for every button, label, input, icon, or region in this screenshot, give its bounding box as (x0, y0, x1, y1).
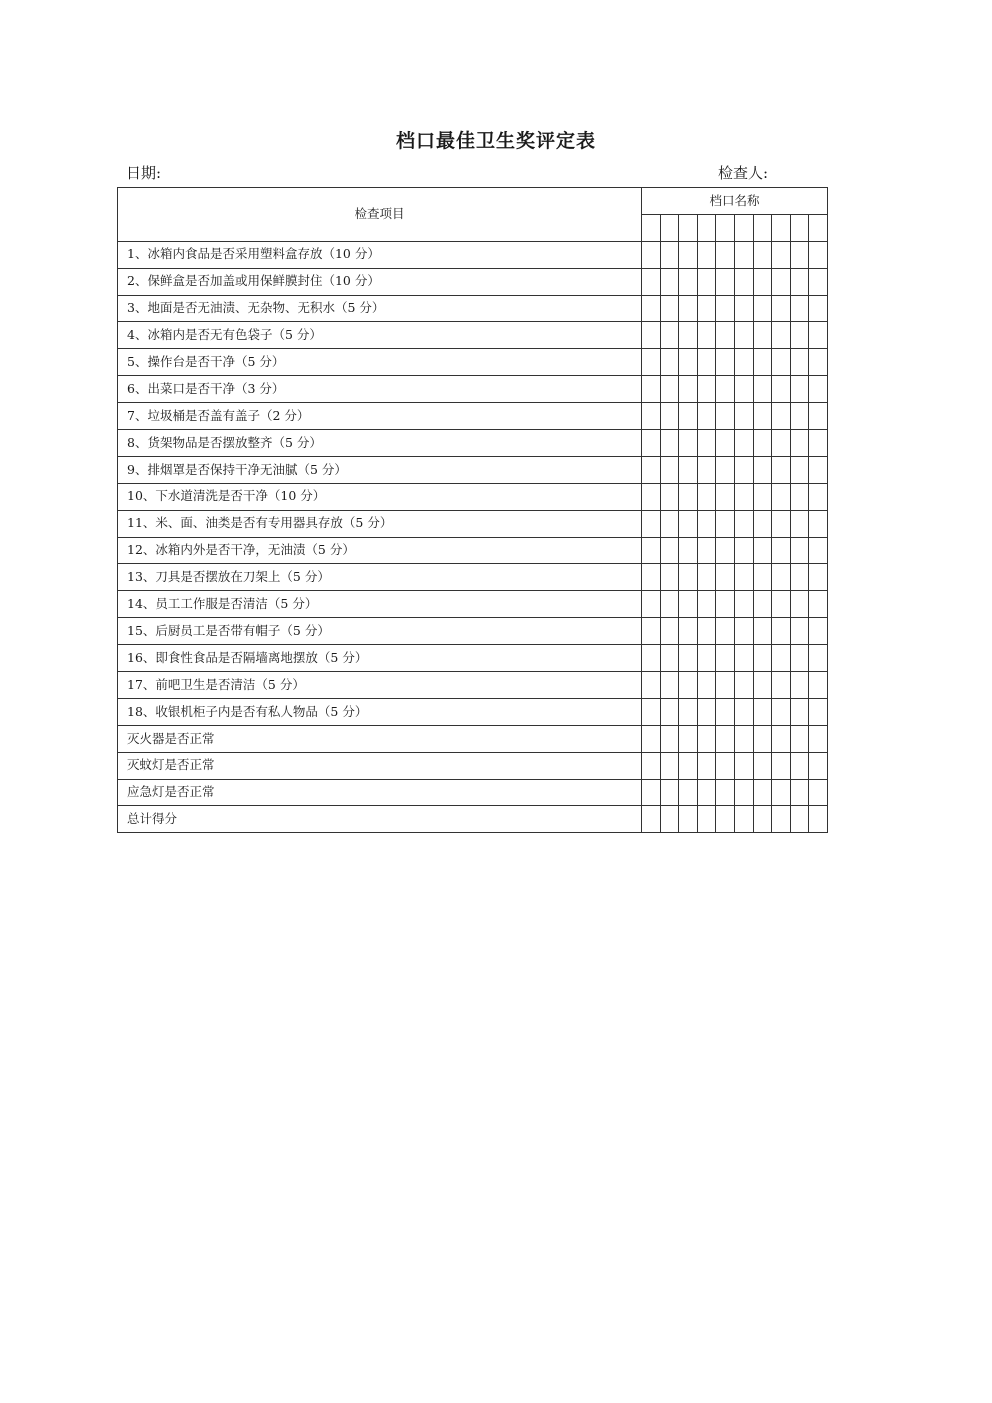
score-cell[interactable] (660, 430, 679, 457)
score-cell[interactable] (697, 591, 716, 618)
score-cell[interactable] (753, 806, 772, 833)
stall-name-cell[interactable] (679, 214, 698, 241)
score-cell[interactable] (716, 698, 735, 725)
score-cell[interactable] (790, 698, 809, 725)
score-cell[interactable] (809, 295, 828, 322)
score-cell[interactable] (772, 806, 791, 833)
score-cell[interactable] (642, 564, 661, 591)
score-cell[interactable] (716, 268, 735, 295)
table-row (118, 645, 828, 672)
score-cell[interactable] (772, 591, 791, 618)
score-cell[interactable] (716, 510, 735, 537)
score-cell[interactable] (734, 725, 753, 752)
score-cell[interactable] (790, 725, 809, 752)
check-item-label: 13、刀具是否摆放在刀架上（5 分） (118, 564, 642, 591)
score-cell[interactable] (716, 295, 735, 322)
table-row (118, 779, 828, 806)
score-cell[interactable] (660, 698, 679, 725)
score-cell[interactable] (790, 376, 809, 403)
table-row (118, 241, 828, 268)
table-row (118, 752, 828, 779)
score-cell[interactable] (772, 241, 791, 268)
score-cell[interactable] (716, 483, 735, 510)
score-cell[interactable] (679, 349, 698, 376)
check-item-label: 8、货架物品是否摆放整齐（5 分） (118, 430, 642, 457)
stall-name-cell[interactable] (734, 214, 753, 241)
check-item-label: 6、出菜口是否干净（3 分） (118, 376, 642, 403)
score-cell[interactable] (772, 510, 791, 537)
score-cell[interactable] (697, 806, 716, 833)
score-cell[interactable] (660, 564, 679, 591)
score-cell[interactable] (790, 430, 809, 457)
score-cell[interactable] (679, 510, 698, 537)
score-cell[interactable] (809, 510, 828, 537)
score-cell[interactable] (679, 537, 698, 564)
score-cell[interactable] (660, 510, 679, 537)
score-cell[interactable] (660, 268, 679, 295)
score-cell[interactable] (734, 672, 753, 699)
score-cell[interactable] (772, 430, 791, 457)
table-row (118, 672, 828, 699)
score-cell[interactable] (790, 241, 809, 268)
score-cell[interactable] (734, 564, 753, 591)
score-cell[interactable] (734, 537, 753, 564)
score-cell[interactable] (697, 645, 716, 672)
score-cell[interactable] (753, 779, 772, 806)
stall-name-cell[interactable] (809, 214, 828, 241)
score-cell[interactable] (790, 618, 809, 645)
check-item-label: 7、垃圾桶是否盖有盖子（2 分） (118, 403, 642, 430)
score-cell[interactable] (753, 403, 772, 430)
score-cell[interactable] (772, 483, 791, 510)
score-cell[interactable] (734, 403, 753, 430)
score-cell[interactable] (660, 752, 679, 779)
table-row (118, 510, 828, 537)
stall-name-cell[interactable] (716, 214, 735, 241)
score-cell[interactable] (716, 618, 735, 645)
score-cell[interactable] (790, 591, 809, 618)
score-cell[interactable] (697, 295, 716, 322)
score-cell[interactable] (716, 645, 735, 672)
score-cell[interactable] (753, 537, 772, 564)
score-cell[interactable] (679, 295, 698, 322)
score-cell[interactable] (660, 591, 679, 618)
score-cell[interactable] (809, 725, 828, 752)
score-cell[interactable] (772, 268, 791, 295)
table-row (118, 725, 828, 752)
score-cell[interactable] (753, 456, 772, 483)
score-cell[interactable] (679, 618, 698, 645)
score-cell[interactable] (716, 806, 735, 833)
score-cell[interactable] (716, 376, 735, 403)
check-item-label: 灭蚊灯是否正常 (118, 752, 642, 779)
score-cell[interactable] (753, 295, 772, 322)
score-cell[interactable] (772, 537, 791, 564)
check-item-label: 应急灯是否正常 (118, 779, 642, 806)
score-cell[interactable] (679, 483, 698, 510)
score-cell[interactable] (734, 483, 753, 510)
score-cell[interactable] (642, 241, 661, 268)
score-cell[interactable] (772, 672, 791, 699)
table-row (118, 403, 828, 430)
score-cell[interactable] (642, 483, 661, 510)
table-row (118, 483, 828, 510)
score-cell[interactable] (642, 591, 661, 618)
score-cell[interactable] (772, 403, 791, 430)
check-item-label: 灭火器是否正常 (118, 725, 642, 752)
score-cell[interactable] (809, 591, 828, 618)
score-cell[interactable] (697, 752, 716, 779)
score-cell[interactable] (642, 645, 661, 672)
score-cell[interactable] (642, 403, 661, 430)
score-cell[interactable] (697, 268, 716, 295)
score-cell[interactable] (809, 645, 828, 672)
score-cell[interactable] (642, 672, 661, 699)
score-cell[interactable] (809, 564, 828, 591)
score-cell[interactable] (697, 349, 716, 376)
score-cell[interactable] (679, 591, 698, 618)
score-cell[interactable] (660, 618, 679, 645)
score-cell[interactable] (716, 403, 735, 430)
table-row (118, 268, 828, 295)
score-cell[interactable] (790, 806, 809, 833)
table-row (118, 537, 828, 564)
score-cell[interactable] (660, 456, 679, 483)
score-cell[interactable] (809, 349, 828, 376)
page-title: 档口最佳卫生奖评定表 (395, 130, 596, 152)
score-cell[interactable] (716, 564, 735, 591)
score-cell[interactable] (772, 645, 791, 672)
check-item-label: 1、冰箱内食品是否采用塑料盒存放（10 分） (118, 241, 642, 268)
score-cell[interactable] (753, 349, 772, 376)
score-cell[interactable] (679, 403, 698, 430)
check-item-label: 4、冰箱内是否无有色袋子（5 分） (118, 322, 642, 349)
score-cell[interactable] (716, 591, 735, 618)
score-cell[interactable] (660, 376, 679, 403)
score-cell[interactable] (734, 618, 753, 645)
score-cell[interactable] (809, 268, 828, 295)
score-cell[interactable] (734, 779, 753, 806)
score-cell[interactable] (772, 295, 791, 322)
score-cell[interactable] (753, 510, 772, 537)
score-cell[interactable] (790, 779, 809, 806)
table-row (118, 591, 828, 618)
score-cell[interactable] (660, 403, 679, 430)
score-cell[interactable] (679, 779, 698, 806)
score-cell[interactable] (660, 672, 679, 699)
score-cell[interactable] (642, 779, 661, 806)
score-cell[interactable] (753, 564, 772, 591)
score-cell[interactable] (790, 456, 809, 483)
score-cell[interactable] (772, 456, 791, 483)
check-item-label: 3、地面是否无油渍、无杂物、无积水（5 分） (118, 295, 642, 322)
check-item-label: 10、下水道清洗是否干净（10 分） (118, 483, 642, 510)
score-cell[interactable] (660, 241, 679, 268)
score-cell[interactable] (734, 430, 753, 457)
score-cell[interactable] (697, 322, 716, 349)
score-cell[interactable] (697, 537, 716, 564)
score-cell[interactable] (772, 322, 791, 349)
score-cell[interactable] (679, 725, 698, 752)
score-cell[interactable] (809, 456, 828, 483)
table-row (118, 322, 828, 349)
score-cell[interactable] (697, 564, 716, 591)
score-cell[interactable] (642, 806, 661, 833)
score-cell[interactable] (790, 268, 809, 295)
score-cell[interactable] (734, 268, 753, 295)
score-cell[interactable] (660, 725, 679, 752)
stall-name-cell[interactable] (772, 214, 791, 241)
score-cell[interactable] (716, 537, 735, 564)
score-cell[interactable] (790, 537, 809, 564)
score-cell[interactable] (809, 537, 828, 564)
score-cell[interactable] (753, 241, 772, 268)
score-cell[interactable] (716, 241, 735, 268)
score-cell[interactable] (697, 403, 716, 430)
score-cell[interactable] (642, 349, 661, 376)
score-cell[interactable] (809, 376, 828, 403)
score-cell[interactable] (772, 564, 791, 591)
table-row (118, 698, 828, 725)
score-cell[interactable] (642, 456, 661, 483)
score-cell[interactable] (734, 241, 753, 268)
score-cell[interactable] (697, 483, 716, 510)
score-cell[interactable] (772, 618, 791, 645)
score-cell[interactable] (734, 752, 753, 779)
score-cell[interactable] (809, 430, 828, 457)
score-cell[interactable] (697, 241, 716, 268)
score-cell[interactable] (660, 806, 679, 833)
score-cell[interactable] (679, 241, 698, 268)
score-cell[interactable] (734, 591, 753, 618)
score-cell[interactable] (697, 456, 716, 483)
score-cell[interactable] (809, 241, 828, 268)
score-cell[interactable] (772, 725, 791, 752)
score-cell[interactable] (790, 322, 809, 349)
score-cell[interactable] (642, 698, 661, 725)
score-cell[interactable] (660, 349, 679, 376)
score-cell[interactable] (753, 698, 772, 725)
stalls-header: 档口名称 (642, 188, 828, 215)
score-cell[interactable] (716, 725, 735, 752)
table-row (118, 806, 828, 833)
stall-name-cell[interactable] (642, 214, 661, 241)
score-cell[interactable] (679, 698, 698, 725)
score-cell[interactable] (679, 564, 698, 591)
score-cell[interactable] (753, 672, 772, 699)
score-cell[interactable] (716, 456, 735, 483)
score-cell[interactable] (697, 725, 716, 752)
check-item-label: 2、保鲜盒是否加盖或用保鲜膜封住（10 分） (118, 268, 642, 295)
check-item-label: 9、排烟罩是否保持干净无油腻（5 分） (118, 456, 642, 483)
score-cell[interactable] (809, 806, 828, 833)
score-cell[interactable] (734, 806, 753, 833)
score-cell[interactable] (716, 752, 735, 779)
score-cell[interactable] (716, 672, 735, 699)
table-row (118, 456, 828, 483)
score-cell[interactable] (753, 591, 772, 618)
check-item-label: 14、员工工作服是否清洁（5 分） (118, 591, 642, 618)
score-cell[interactable] (679, 752, 698, 779)
inspection-table (117, 187, 828, 833)
stall-name-cell[interactable] (660, 214, 679, 241)
score-cell[interactable] (697, 430, 716, 457)
score-cell[interactable] (642, 268, 661, 295)
check-item-label: 12、冰箱内外是否干净，无油渍（5 分） (118, 537, 642, 564)
score-cell[interactable] (809, 698, 828, 725)
score-cell[interactable] (679, 806, 698, 833)
score-cell[interactable] (642, 537, 661, 564)
score-cell[interactable] (809, 672, 828, 699)
score-cell[interactable] (660, 295, 679, 322)
score-cell[interactable] (679, 376, 698, 403)
score-cell[interactable] (772, 779, 791, 806)
score-cell[interactable] (716, 430, 735, 457)
score-cell[interactable] (734, 349, 753, 376)
score-cell[interactable] (734, 456, 753, 483)
score-cell[interactable] (753, 268, 772, 295)
stall-name-cell[interactable] (697, 214, 716, 241)
score-cell[interactable] (772, 752, 791, 779)
score-cell[interactable] (790, 403, 809, 430)
check-item-label: 11、米、面、油类是否有专用器具存放（5 分） (118, 510, 642, 537)
score-cell[interactable] (660, 537, 679, 564)
score-cell[interactable] (660, 779, 679, 806)
score-cell[interactable] (697, 698, 716, 725)
score-cell[interactable] (660, 483, 679, 510)
score-cell[interactable] (753, 752, 772, 779)
score-cell[interactable] (809, 779, 828, 806)
score-cell[interactable] (660, 322, 679, 349)
score-cell[interactable] (753, 430, 772, 457)
score-cell[interactable] (642, 322, 661, 349)
header-row (118, 188, 828, 215)
score-cell[interactable] (697, 779, 716, 806)
items-header: 检查项目 (118, 188, 642, 242)
score-cell[interactable] (679, 456, 698, 483)
score-cell[interactable] (716, 349, 735, 376)
check-item-label: 17、前吧卫生是否清洁（5 分） (118, 672, 642, 699)
table-row (118, 430, 828, 457)
score-cell[interactable] (790, 645, 809, 672)
score-cell[interactable] (753, 483, 772, 510)
score-cell[interactable] (790, 510, 809, 537)
score-cell[interactable] (809, 752, 828, 779)
score-cell[interactable] (679, 322, 698, 349)
score-cell[interactable] (809, 322, 828, 349)
score-cell[interactable] (642, 752, 661, 779)
score-cell[interactable] (809, 618, 828, 645)
score-cell[interactable] (809, 403, 828, 430)
score-cell[interactable] (642, 295, 661, 322)
score-cell[interactable] (660, 645, 679, 672)
score-cell[interactable] (790, 564, 809, 591)
score-cell[interactable] (642, 510, 661, 537)
score-cell[interactable] (753, 725, 772, 752)
table-row (118, 564, 828, 591)
check-item-label: 5、操作台是否干净（5 分） (118, 349, 642, 376)
check-item-label: 15、后厨员工是否带有帽子（5 分） (118, 618, 642, 645)
stall-name-cell[interactable] (790, 214, 809, 241)
score-cell[interactable] (697, 510, 716, 537)
score-cell[interactable] (753, 376, 772, 403)
score-cell[interactable] (753, 618, 772, 645)
score-cell[interactable] (642, 618, 661, 645)
score-cell[interactable] (679, 268, 698, 295)
score-cell[interactable] (734, 376, 753, 403)
score-cell[interactable] (734, 295, 753, 322)
score-cell[interactable] (697, 672, 716, 699)
score-cell[interactable] (809, 483, 828, 510)
score-cell[interactable] (790, 752, 809, 779)
stall-name-cell[interactable] (753, 214, 772, 241)
table-row (118, 295, 828, 322)
score-cell[interactable] (790, 349, 809, 376)
check-item-label: 16、即食性食品是否隔墙离地摆放（5 分） (118, 645, 642, 672)
score-cell[interactable] (772, 376, 791, 403)
score-cell[interactable] (734, 645, 753, 672)
score-cell[interactable] (697, 376, 716, 403)
score-cell[interactable] (679, 645, 698, 672)
inspector-label: 检查人: (718, 164, 769, 182)
table-row (118, 618, 828, 645)
score-cell[interactable] (790, 483, 809, 510)
score-cell[interactable] (642, 725, 661, 752)
score-cell[interactable] (790, 672, 809, 699)
check-item-label: 总计得分 (118, 806, 642, 833)
score-cell[interactable] (790, 295, 809, 322)
date-label: 日期: (126, 164, 162, 182)
table-row (118, 376, 828, 403)
score-cell[interactable] (679, 672, 698, 699)
score-cell[interactable] (734, 322, 753, 349)
score-cell[interactable] (772, 349, 791, 376)
score-cell[interactable] (772, 698, 791, 725)
score-cell[interactable] (753, 645, 772, 672)
score-cell[interactable] (642, 430, 661, 457)
score-cell[interactable] (716, 779, 735, 806)
score-cell[interactable] (697, 618, 716, 645)
score-cell[interactable] (734, 510, 753, 537)
check-item-label: 18、收银机柜子内是否有私人物品（5 分） (118, 698, 642, 725)
table-row (118, 349, 828, 376)
score-cell[interactable] (753, 322, 772, 349)
score-cell[interactable] (734, 698, 753, 725)
score-cell[interactable] (679, 430, 698, 457)
score-cell[interactable] (642, 376, 661, 403)
score-cell[interactable] (716, 322, 735, 349)
